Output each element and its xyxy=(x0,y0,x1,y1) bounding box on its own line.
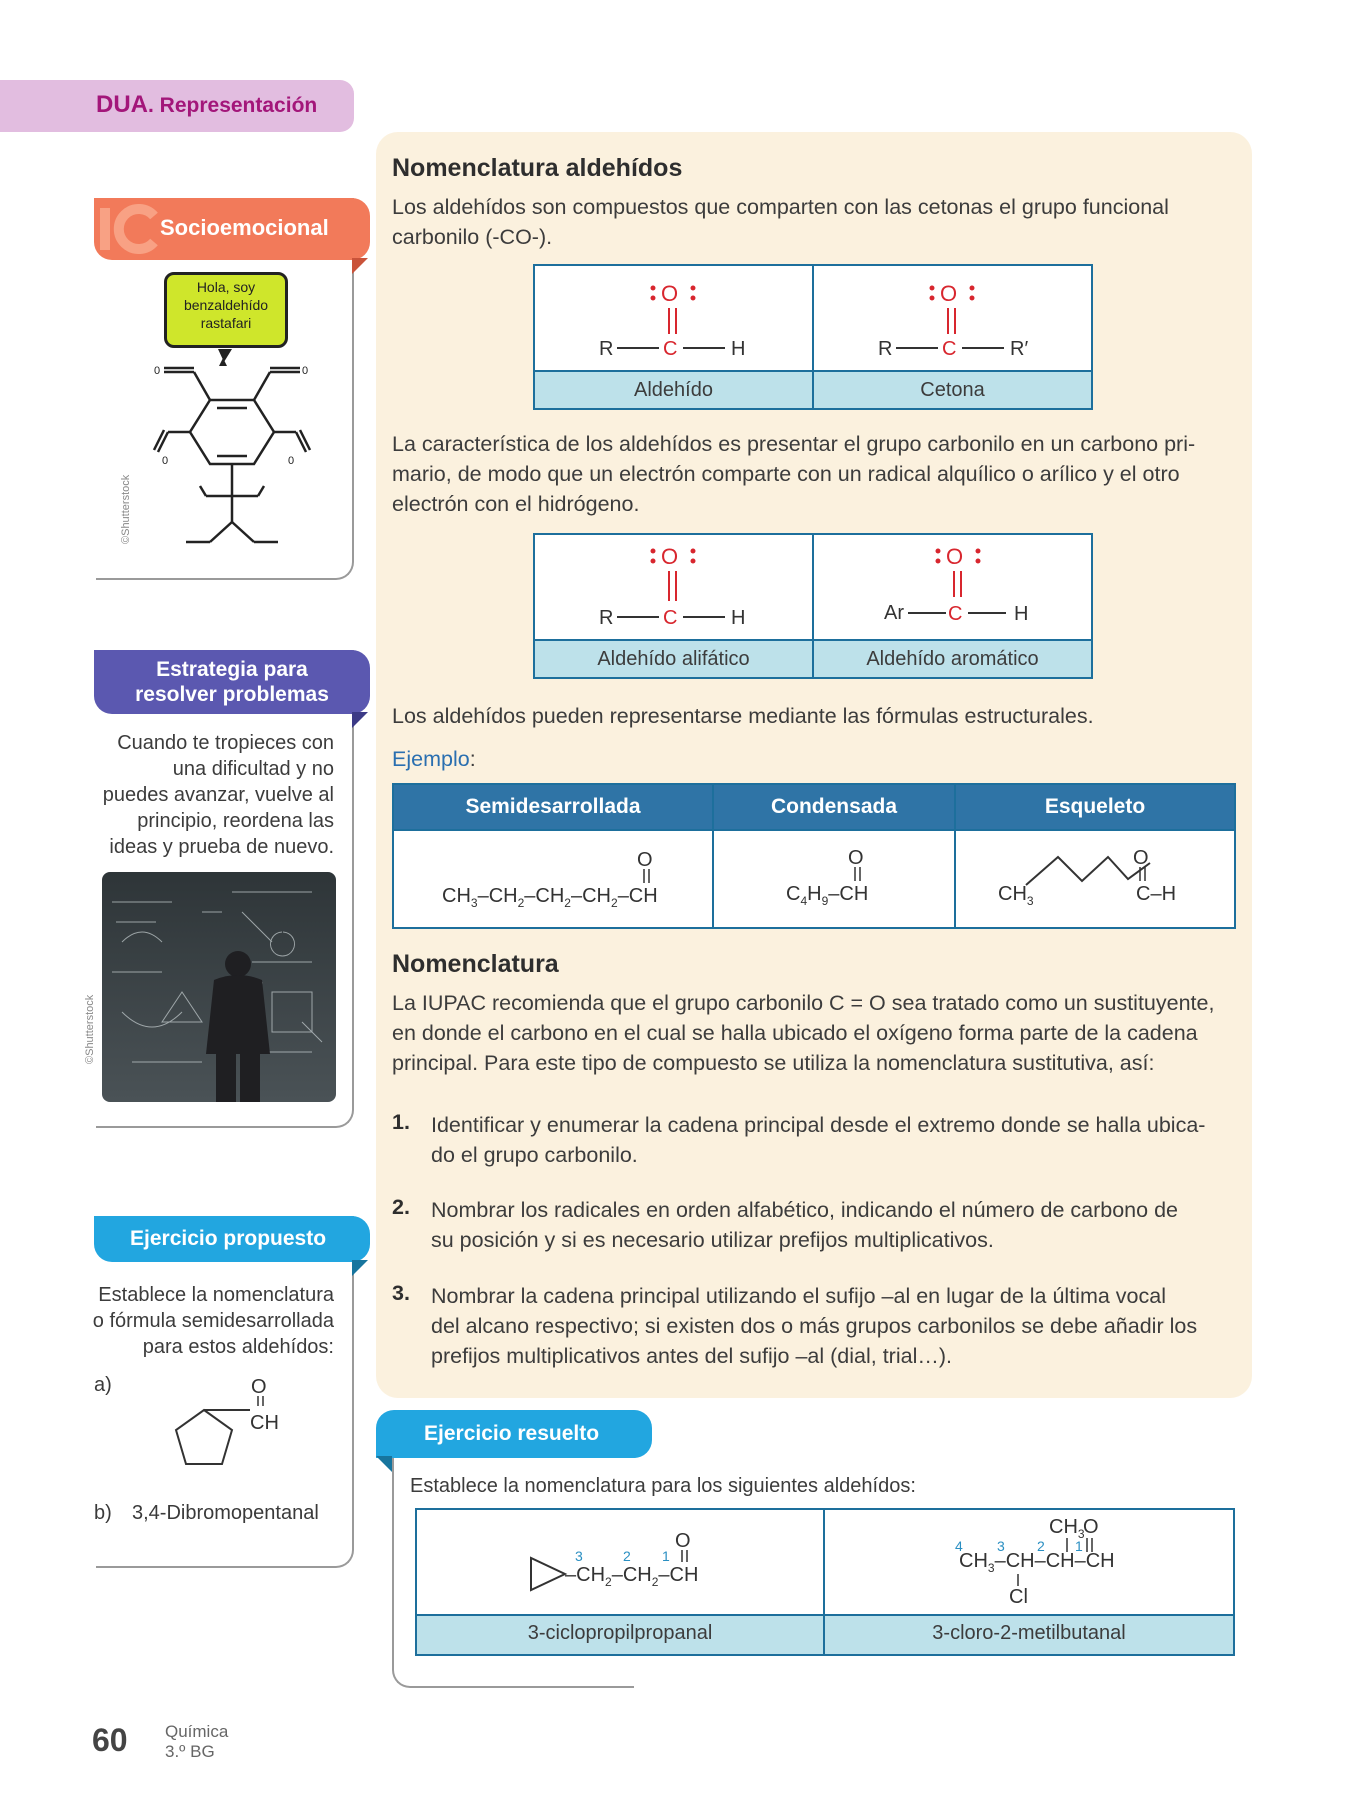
ejemplo-label: Ejemplo: xyxy=(392,747,476,771)
nomenclatura-title: Nomenclatura xyxy=(392,950,559,978)
molecule1-name: 3-ciclopropilpropanal xyxy=(527,1622,713,1644)
socio-fold xyxy=(352,258,368,274)
step-2-number: 2. xyxy=(392,1195,410,1219)
molecule2-cl: Cl xyxy=(1009,1586,1028,1608)
estrategia-fold xyxy=(352,712,368,728)
molecule2-formula: $CH_3-CH-CH-CH$ xyxy=(959,1550,1115,1575)
benzaldehyde-molecule xyxy=(140,346,320,556)
item-a-O: O xyxy=(251,1376,267,1398)
estrategia-title-1: Estrategia para xyxy=(156,658,308,681)
estrategia-title-2: resolver problemas xyxy=(135,683,329,706)
resuelto-fold xyxy=(376,1456,392,1472)
carbonyl-table xyxy=(533,264,1093,410)
svg-text:H: H xyxy=(1014,603,1029,625)
svg-text:R: R xyxy=(878,338,893,360)
step-1-number: 1. xyxy=(392,1110,410,1134)
skeletal-ch3: $CH_3$ xyxy=(998,883,1034,908)
mol2-num-4: 4 xyxy=(955,1538,963,1554)
svg-text:0: 0 xyxy=(302,365,309,377)
item-a-CH: CH xyxy=(250,1412,279,1434)
item-b-label: b) xyxy=(94,1502,112,1524)
ketone-structure xyxy=(814,266,1091,370)
estrategia-text: Cuando te tropieces con una dificultad y no puedes avanzar, vuelve al principio, reordena las ideas y prueba de nuevo. xyxy=(102,732,334,858)
mol1-num-3: 3 xyxy=(575,1548,583,1564)
ejercicio-fold xyxy=(352,1260,368,1276)
svg-text:C: C xyxy=(948,603,963,625)
resolved-table xyxy=(415,1508,1235,1656)
svg-text:H: H xyxy=(731,338,746,360)
ejercicio-resuelto-header xyxy=(376,1410,652,1458)
header-condensada: Condensada xyxy=(714,785,954,829)
step-3-text: Nombrar la cadena principal utilizando el sufijo –al en lugar de la última vocal del alcano respectivo; si existen dos o más grupos carbonilos se debe añadir los prefijos multiplicativos antes del sufijo –al (dial, trial…). xyxy=(431,1284,1198,1368)
label-alifatico: Aldehído alifático xyxy=(535,639,812,677)
estrategia-credit: ©Shutterstock xyxy=(84,994,96,1064)
ejercicio-propuesto-header xyxy=(94,1216,370,1262)
step-3-number: 3. xyxy=(392,1281,410,1305)
ejercicio-resuelto-text: Establece la nomenclatura para los siguientes aldehídos: xyxy=(410,1475,916,1497)
svg-text:C: C xyxy=(942,338,957,360)
characteristic-paragraph: La característica de los aldehídos es presentar el grupo carbonilo en un carbono pri- mario, de modo que un electrón comparte con un radical alquílico o arílico y el otro electrón con el hidrógeno. xyxy=(392,432,1196,516)
aromatic-aldehyde-structure xyxy=(814,535,1091,639)
svg-text:R′: R′ xyxy=(1010,338,1029,360)
semi-formula: $CH_3-CH_2-CH_2-CH_2-CH$ xyxy=(442,885,658,910)
label-aromatico: Aldehído aromático xyxy=(814,639,1091,677)
mol1-double-bond xyxy=(678,1550,692,1564)
item-a-label: a) xyxy=(94,1374,112,1396)
svg-text:0: 0 xyxy=(288,455,295,467)
mol1-num-2: 2 xyxy=(623,1548,631,1564)
label-aldehido: Aldehído xyxy=(535,370,812,408)
svg-text:0: 0 xyxy=(154,365,161,377)
molecule2-oxygen: O xyxy=(1083,1516,1099,1538)
svg-text:0: 0 xyxy=(162,455,169,467)
svg-text:C: C xyxy=(663,607,678,629)
footer-subject: Química 3.º BG xyxy=(165,1722,229,1761)
svg-text:O: O xyxy=(946,544,964,569)
svg-text:Ar: Ar xyxy=(884,602,904,624)
cyclopropyl-triangle xyxy=(529,1554,569,1594)
mol2-num-1: 1 xyxy=(1075,1538,1083,1554)
page-number: 60 xyxy=(92,1722,128,1758)
svg-text:O: O xyxy=(661,281,679,306)
mol2-num-3: 3 xyxy=(997,1538,1005,1554)
svg-text:R: R xyxy=(599,338,614,360)
estrategia-header xyxy=(94,650,370,714)
semi-oxygen: O xyxy=(637,849,653,871)
ejercicio-resuelto-title: Ejercicio resuelto xyxy=(424,1422,600,1445)
svg-text:C: C xyxy=(663,338,678,360)
mol1-num-1: 1 xyxy=(662,1548,670,1564)
semi-double-bond xyxy=(640,869,654,885)
socio-credit: ©Shutterstock xyxy=(120,474,132,544)
svg-text:O: O xyxy=(661,544,679,569)
aldehyde-structure xyxy=(535,266,812,370)
svg-text:O: O xyxy=(940,281,958,306)
dua-label: DUA. Representación xyxy=(96,91,318,118)
molecule1-oxygen: O xyxy=(675,1530,691,1552)
dua-tab xyxy=(0,80,354,132)
item-b-text: 3,4-Dibromopentanal xyxy=(132,1502,319,1524)
socioemocional-title: Socioemocional xyxy=(160,215,329,240)
mol2-num-2: 2 xyxy=(1037,1538,1045,1554)
header-esqueleto: Esqueleto xyxy=(956,785,1234,829)
condensed-formula: $C_4H_9-CH$ xyxy=(786,883,869,908)
chalkboard-photo xyxy=(102,872,336,1102)
skeletal-oxygen: O xyxy=(1133,847,1149,869)
svg-text:R: R xyxy=(599,607,614,629)
label-cetona: Cetona xyxy=(814,370,1091,408)
skeletal-ch: C–H xyxy=(1136,883,1177,905)
ejercicio-propuesto-title: Ejercicio propuesto xyxy=(130,1227,327,1250)
step-2-text: Nombrar los radicales en orden alfabético, indicando el número de carbono de su posición y si es necesario utilizar prefijos multiplicativos. xyxy=(431,1198,1178,1252)
intro-paragraph: Los aldehídos son compuestos que comparten con las cetonas el grupo funcional carbonilo (-CO-). xyxy=(392,195,1169,249)
condensed-double-bond xyxy=(851,867,865,883)
step-1-text: Identificar y enumerar la cadena principal desde el extremo donde se halla ubica- do el grupo carbonilo. xyxy=(431,1113,1206,1167)
socioemocional-header xyxy=(94,198,370,260)
header-semidesarrollada: Semidesarrollada xyxy=(394,785,712,829)
molecule2-ch3-top: $CH_3$ xyxy=(1049,1516,1085,1541)
nomenclatura-paragraph: La IUPAC recomienda que el grupo carbonilo C = O sea tratado como un sustituyente, en donde el carbono en el cual se halla ubicado el oxígeno forma parte de la cadena principal. Para este tipo de compuesto se utiliza la nomenclatura sustitutiva, así: xyxy=(392,991,1215,1075)
molecule1-formula: $-CH_2-CH_2-CH$ xyxy=(565,1564,699,1589)
aldehyde-types-table xyxy=(533,533,1093,679)
ic-logo-icon xyxy=(98,204,158,254)
speech-bubble: Hola, soy benzaldehído rastafari xyxy=(164,272,288,348)
aliphatic-aldehyde-structure xyxy=(535,535,812,639)
svg-text:H: H xyxy=(731,607,746,629)
ejercicio-propuesto-text: Establece la nomenclatura o fórmula semidesarrollada para estos aldehídos: xyxy=(92,1284,334,1358)
structural-formulas-text: Los aldehídos pueden representarse mediante las fórmulas estructurales. xyxy=(392,704,1094,728)
skeletal-double-bond xyxy=(1136,867,1150,883)
molecule2-name: 3-cloro-2-metilbutanal xyxy=(932,1622,1126,1644)
section-title: Nomenclatura aldehídos xyxy=(392,154,683,182)
condensed-oxygen: O xyxy=(848,847,864,869)
example-table xyxy=(392,783,1236,929)
